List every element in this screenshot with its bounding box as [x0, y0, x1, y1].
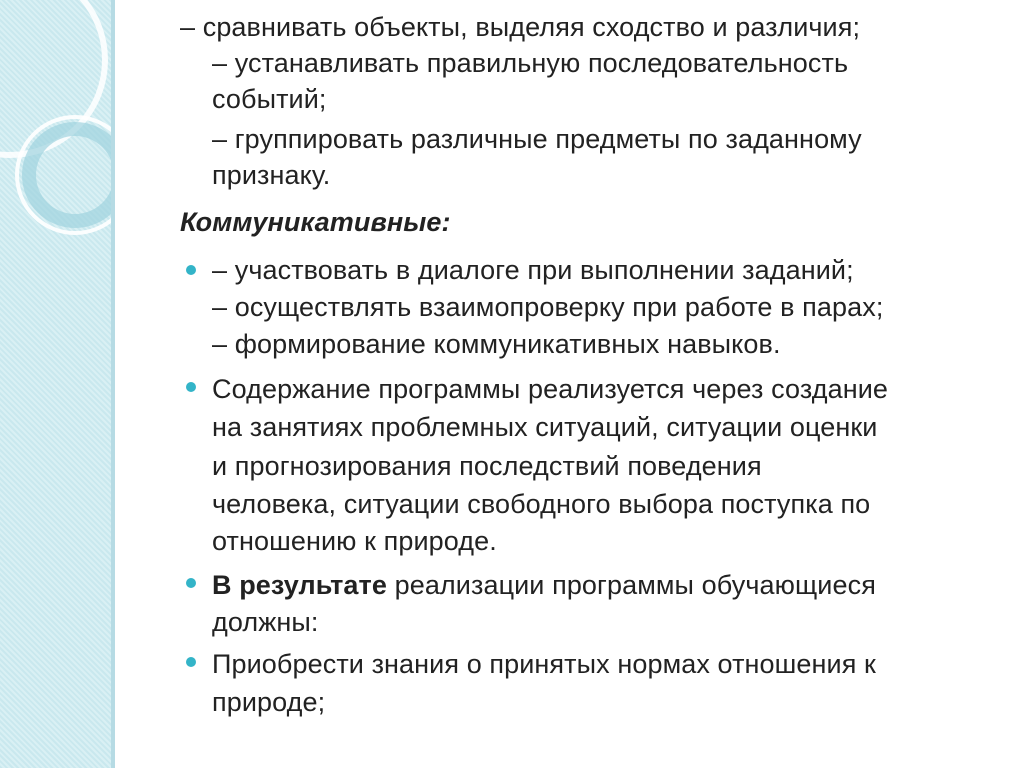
text-line: на занятиях проблемных ситуаций, ситуации оценки [212, 412, 878, 442]
text-line: – сравнивать объекты, выделяя сходство и различия; [180, 12, 861, 42]
text-line: должны: [212, 607, 319, 637]
text-line: Приобрести знания о принятых нормах отношения к [212, 649, 876, 679]
text-line: Содержание программы реализуется через создание [212, 374, 889, 404]
bullet-icon [186, 657, 196, 667]
text-line: отношению к природе. [212, 526, 497, 556]
text-line: – осуществлять взаимопроверку при работе в парах; [212, 292, 884, 322]
section-heading: Коммуникативные: [180, 207, 451, 237]
text-line: – формирование коммуникативных навыков. [212, 329, 781, 359]
bold-phrase: В результате [212, 570, 387, 600]
text-line: и прогнозирования последствий поведения [212, 451, 762, 481]
text-line: – группировать различные предметы по заданному [212, 124, 862, 154]
text-line: событий; [212, 84, 327, 114]
text-line: – участвовать в диалоге при выполнении заданий; [212, 255, 854, 285]
bullet-icon [186, 382, 196, 392]
text-line: – устанавливать правильную последовательность [212, 48, 849, 78]
bullet-icon [186, 265, 196, 275]
bullet-icon [186, 578, 196, 588]
text-line: природе; [212, 687, 326, 717]
text-line: человека, ситуации свободного выбора поступка по [212, 489, 871, 519]
text-phrase: реализации программы обучающиеся [386, 570, 876, 600]
text-line [212, 568, 876, 602]
text-line: признаку. [212, 160, 331, 190]
